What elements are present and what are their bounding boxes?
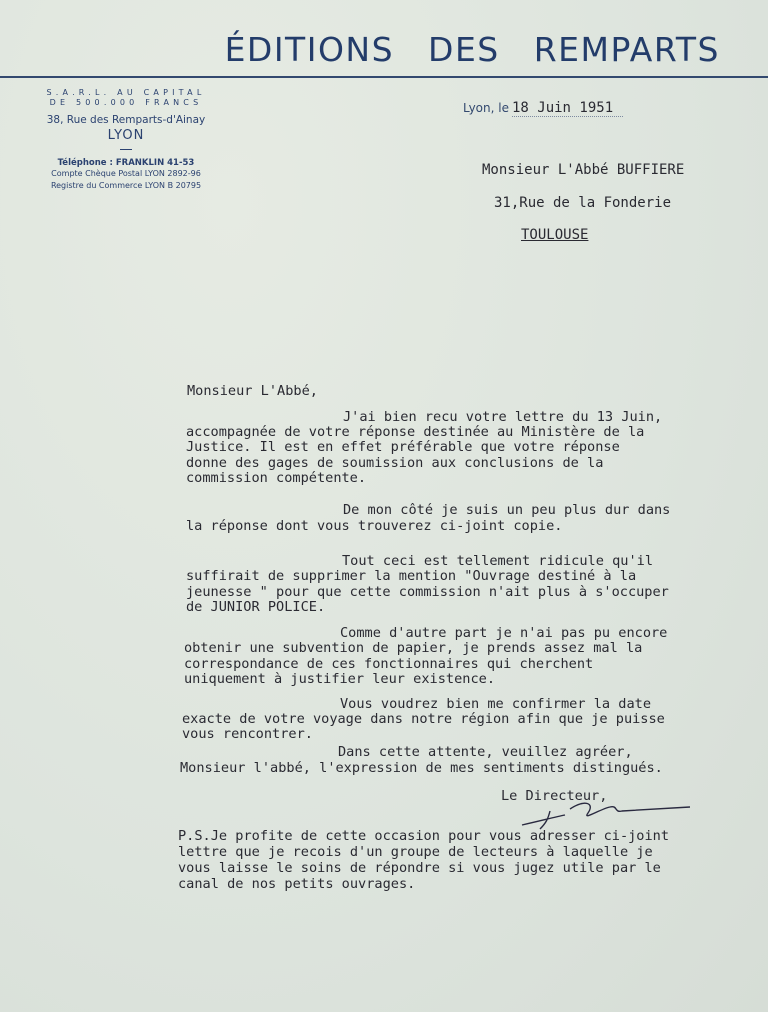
date-label: Lyon, le — [463, 101, 509, 115]
p2-line-1: De mon côté je suis un peu plus dur dans — [343, 502, 671, 518]
ps-line-2: lettre que je recois d'un groupe de lecteurs à laquelle je — [178, 844, 653, 860]
recipient-street: 31,Rue de la Fonderie — [494, 195, 672, 211]
p3-line-4: de JUNIOR POLICE. — [186, 599, 326, 615]
p6-line-1: Dans cette attente, veuillez agréer, — [338, 744, 633, 760]
company-info — [36, 88, 216, 192]
company-phone: Téléphone : FRANKLIN 41-53 — [57, 158, 195, 168]
recipient-name: Monsieur L'Abbé BUFFIERE — [482, 162, 685, 178]
ps-line-1: P.S.Je profite de cette occasion pour vous adresser ci-joint — [178, 828, 670, 844]
company-street: 38, Rue des Remparts-d'Ainay — [46, 114, 206, 126]
p3-line-1: Tout ceci est tellement ridicule qu'il — [342, 553, 653, 569]
p3-line-2: suffirait de supprimer la mention "Ouvrage destiné à la — [186, 568, 637, 584]
salutation: Monsieur L'Abbé, — [187, 383, 318, 399]
p5-line-1: Vous voudrez bien me confirmer la date — [340, 696, 651, 712]
company-city: LYON — [107, 128, 145, 143]
p1-line-5: commission compétente. — [186, 470, 367, 486]
closing: Le Directeur, — [501, 788, 608, 804]
date-line — [463, 100, 623, 117]
p1-line-3: Justice. Il est en effet préférable que votre réponse — [186, 439, 620, 455]
p5-line-3: vous rencontrer. — [182, 726, 313, 742]
ps-line-4: canal de nos petits ouvrages. — [178, 876, 416, 892]
p6-line-2: Monsieur l'abbé, l'expression de mes sentiments distingués. — [180, 760, 663, 776]
capital-line-1: S.A.R.L. AU CAPITAL — [46, 88, 206, 97]
p2-line-2: la réponse dont vous trouverez ci-joint copie. — [186, 518, 563, 534]
p1-line-4: donne des gages de soumission aux conclusions de la — [186, 455, 604, 471]
recipient-city: TOULOUSE — [521, 227, 589, 243]
p1-line-1: J'ai bien recu votre lettre du 13 Juin, — [343, 409, 663, 425]
letterhead-title: ÉDITIONS DES REMPARTS — [224, 30, 720, 69]
p3-line-3: jeunesse " pour que cette commission n'ait plus à s'occuper — [186, 584, 669, 600]
ps-line-3: vous laisse le soins de répondre si vous jugez utile par le — [178, 860, 661, 876]
p4-line-1: Comme d'autre part je n'ai pas pu encore — [340, 625, 668, 641]
header-divider — [0, 76, 768, 78]
company-dash — [120, 149, 132, 150]
p1-line-2: accompagnée de votre réponse destinée au Ministère de la — [186, 424, 645, 440]
p5-line-2: exacte de votre voyage dans notre région afin que je puisse — [182, 711, 665, 727]
p4-line-2: obtenir une subvention de papier, je prends assez mal la — [184, 640, 643, 656]
p4-line-3: correspondance de ces fonctionnaires qui cherchent — [184, 656, 594, 672]
company-cheque: Compte Chèque Postal LYON 2892-96 — [51, 169, 201, 178]
p4-line-4: uniquement à justifier leur existence. — [184, 671, 495, 687]
date-value: 18 Juin 1951 — [512, 100, 623, 117]
capital-line-2: DE 500.000 FRANCS — [49, 98, 203, 107]
company-registry: Registre du Commerce LYON B 20795 — [50, 181, 202, 190]
